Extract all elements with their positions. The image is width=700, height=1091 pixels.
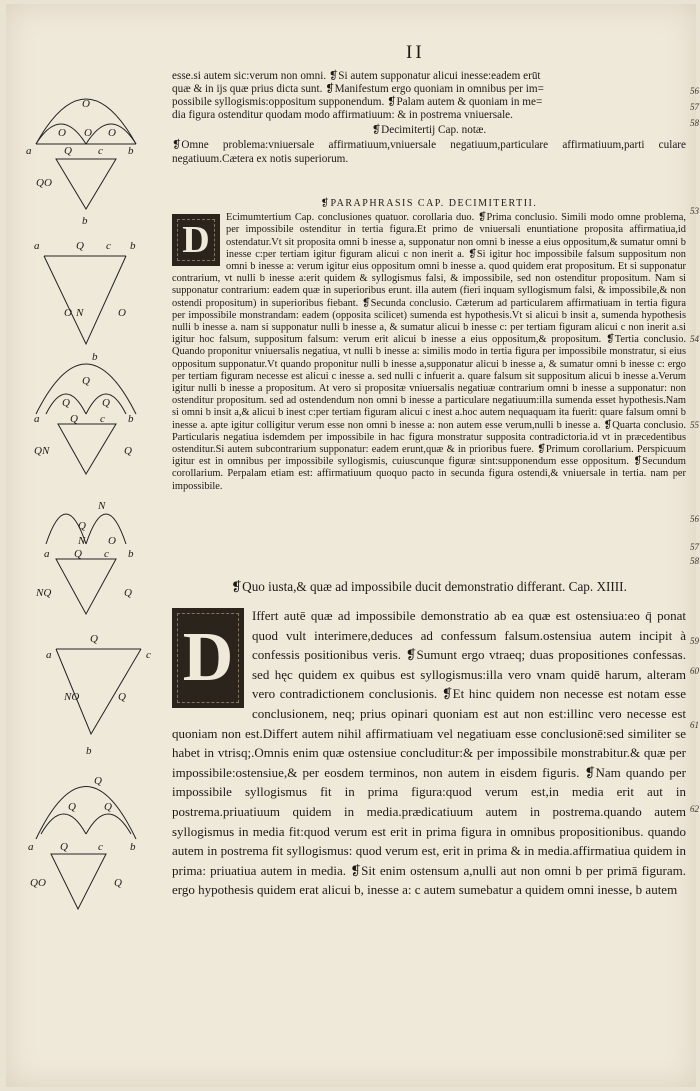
section-continuation xyxy=(172,70,686,166)
margin-number: 60 xyxy=(690,666,699,676)
diagram-1-label-8: QO xyxy=(36,177,52,189)
margin-number: 56 xyxy=(690,514,699,524)
margin-number: 59 xyxy=(690,636,699,646)
page-folio: II xyxy=(406,42,425,63)
margin-number: 55 xyxy=(690,420,699,430)
diagram-6-label-8: Q xyxy=(114,877,122,889)
diagram-2-label-2: c xyxy=(106,240,111,252)
decorated-initial: D xyxy=(172,214,220,266)
diagram-5-label-5: b xyxy=(86,745,92,757)
diagram-6-label-2: Q xyxy=(104,801,112,813)
margin-number: 53 xyxy=(690,206,699,216)
diagram-6-label-7: QO xyxy=(30,877,46,889)
diagram-4 xyxy=(46,514,126,614)
diagram-6-label-6: b xyxy=(130,841,136,853)
diagram-1-label-2: O xyxy=(84,127,92,139)
decorated-initial-large: D xyxy=(172,608,244,708)
diagram-6 xyxy=(36,787,136,910)
diagram-1 xyxy=(36,99,136,209)
diagram-1-label-9: b xyxy=(82,215,88,227)
diagram-4-label-9: Q xyxy=(124,587,132,599)
diagram-5-label-1: a xyxy=(46,649,52,661)
chapter-xiiii-section xyxy=(172,606,686,900)
paraphrasis-body: Ecimumtertium Cap. conclusiones quatuor. corollaria duo. ❡Prima conclusio. Simili modo omne problema, per impossibile ostenditur in tertia figura.Et primo de vniuersali enuntiatione proposita affirmatiua,id ostendatur.Vt sit proposita omni b inesse a, supponatur non omni b inesse a eius oppositum,& sumatur omni b inesse c:per tertiam igitur figuram alicui c non inerit a. ❡Si igitur hoc impossibile falsum suppositum non omni b inesse a: verum igitur eius oppositum omni b inesse a. quod quidem erat propositum. Et si supponatur contrarium, vt nulli b inesse a:erit quidem & syllogismus falsi, & impossibile, sed non ostenditur propositum. Nam si supponatur contrarium: eadem quæ in superioribus erunt. illa autem (fieri inquam syllogismum falsi, & impossibile,& non ostendi propositum) in superioribus fiebant. ❡Secunda conclusio. Cæterum ad particularem affirmatiuam in tertia figura per impossibile monstrandam: eadem (opposita scilicet) sumenda est hypothesis.Vt si alicui b insit a, sumenda hypothesis nulli b inesse a. nam si supponatur nulli b inesse a, & sumatur alicui b inesse c: per tertiam figuram alicui c non inerit a.si igitur hoc falsum, suppositum falsum: verum erit alicui b inesse a eius oppositum,& propositum. ❡Tertia conclusio. Quando proponitur vniuersalis negatiua, vt nulli b inesse a: similis modo in tertia figura per impossibile monstratur, si eius oppositum supponatur.Vt quando proponitur nulli b inesse a,supponatur alicui b inesse a, & sumatur omni b inesse c: ergo per tertiam figuram necesse est alicui c inesse a. sed nulli c infuerit a. quare falsum sit suppositum alicui b inesse a.Verum igitur nulli b inesse a propositum. At vero si propositæ vniuersalis negatiuæ contrarium omni b inesse a supponatur: non ostenditur propositum. sed ad ostendendum non omni b inesse a particulare negatiuum:illa sumenda esset hypothesis.Nam si omni b insit a,& alicui b inest c:per tertiam figuram alicui c inest a.hoc autem nequaquam ita fuerit: quare falsum omni b inesse a. apte igitur colligitur verum esse non omni b inesse a: non autem esse verum,nulli b inesse a. ❡Quarta conclusio. Particularis negatiua isdemdem per impossibile in hac figura monstratur supposita contradictoria.id vt in præcedentibus ostenditur.Si autem subcontrarium supponatur: eadem erunt,quæ & in prioribus fuere. ❡Primum corollarium. Perspicuum igitur est in omnibus per impossibile syllogismis, cuiuscunque figuræ sint:supponendum esse oppositum. ❡Secundum corollarium. Perpalam etiam est: affirmatiuum quoquo pacto in secunda figura ostendi,& vniuersale in tertia. nam per impossibile. xyxy=(172,212,686,492)
diagram-2-label-6: O xyxy=(118,307,126,319)
diagram-2 xyxy=(44,256,126,344)
diagram-4-label-8: NQ xyxy=(36,587,52,599)
diagram-4-label-7: b xyxy=(128,548,134,560)
diagram-3-label-0: Q xyxy=(82,375,90,387)
diagram-6-label-3: a xyxy=(28,841,34,853)
diagram-5-label-2: c xyxy=(146,649,151,661)
diagram-1-label-3: O xyxy=(108,127,116,139)
text-line: dia figura ostenditur quodam modo affirmatiuum: & in postrema vniuersale. xyxy=(172,109,513,122)
diagram-4-label-1: Q xyxy=(78,520,86,532)
diagram-3-label-5: c xyxy=(100,413,105,425)
diagram-2-label-3: b xyxy=(130,240,136,252)
paraphrasis-section xyxy=(172,196,686,493)
diagram-1-label-7: b xyxy=(128,145,134,157)
notes-heading: ❡Decimitertij Cap. notæ. xyxy=(371,124,487,137)
chapter-title: ❡Quo iusta,& quæ ad impossibile ducit demonstratio differant. Cap. XIIII. xyxy=(231,579,627,594)
diagram-1-label-1: O xyxy=(58,127,66,139)
diagram-6-label-0: Q xyxy=(94,775,102,787)
diagram-2-label-5: N xyxy=(76,307,84,319)
diagram-3-label-2: Q xyxy=(102,397,110,409)
diagram-3-label-4: Q xyxy=(70,413,78,425)
margin-number: 61 xyxy=(690,720,699,730)
diagram-4-label-2: N xyxy=(78,535,86,547)
margin-number: 57 xyxy=(690,542,699,552)
syllogism-diagrams xyxy=(6,64,166,984)
diagram-4-label-3: O xyxy=(108,535,116,547)
diagram-3-label-7: QN xyxy=(34,445,50,457)
paraphrasis-heading: ❡PARAPHRASIS CAP. DECIMITERTII. xyxy=(320,198,538,209)
diagram-4-label-6: c xyxy=(104,548,109,560)
text-line: possibile syllogismis:oppositum supponendum. ❡Palam autem & quoniam in me= xyxy=(172,96,543,109)
diagram-2-label-1: Q xyxy=(76,240,84,252)
diagram-2-label-4: O xyxy=(64,307,72,319)
diagram-6-label-5: c xyxy=(98,841,103,853)
diagram-4-label-5: Q xyxy=(74,548,82,560)
diagram-5-label-3: NO xyxy=(64,691,80,703)
diagram-3-label-6: b xyxy=(128,413,134,425)
text-line: quæ & in ijs quæ prius dicta sunt. ❡Manifestum ergo quoniam in omnibus per im= xyxy=(172,83,544,96)
diagram-1-label-6: c xyxy=(98,145,103,157)
chapter-body: Iffert autē quæ ad impossibile demonstratio ab ea quæ est ostensiua:eo q̄ ponat quod vult interimere,deduces ad confessum falsum.ostensiua autem incipit à confessis positionibus veris. ❡Sumunt ergo vtraeq; duas propositiones confessas. sed hęc quidem ex quibus est syllogismus:illa vero vnam quidē harum, alteram vero contradictionem conclusionis. ❡Et hinc quidem non necesse est notam esse conclusionem, neq; prius opinari quoniam est aut non est:illinc vero necesse est quoniam non est.Differt autem nihil affirmatiuam vel negatiuam esse conclusionē:sed similiter se habet in vtrisq;.Omnis enim quæ ostensiue concluditur:& per impossibile monstrabitur.& quæ per impossibile:ostensiue,& per eosdem terminos, non autem in eisdem figuris. ❡Nam quando per impossibile syllogismus fit in prima figura:quod verum est,in media erit aut in postrema.priuatiuum quidem in media.prædicatiuum autem in postrema.quando autem syllogismus in media fit:quod verum est erit in prima figura in omnibus propositionibus. quando autem in postrema fit syllogismus: quod verum est, erit in prima & in media.affirmatiua quidem in prima: priuatiua autem in media. ❡Sit enim ostensum a,nulli aut non omni b per primā figuram. ergo hypothesis quidem erat alicui b, inesse a: c autem sumebatur a quidem omni inesse, b autem xyxy=(172,608,686,898)
diagram-column xyxy=(6,64,166,984)
margin-number: 54 xyxy=(690,334,699,344)
text-line: esse.si autem sic:verum non omni. ❡Si autem supponatur alicui inesse:eadem erūt xyxy=(172,70,541,82)
diagram-3-label-1: Q xyxy=(62,397,70,409)
diagram-1-label-0: O xyxy=(82,98,90,110)
margin-number: 58 xyxy=(690,556,699,566)
diagram-3-label-3: a xyxy=(34,413,40,425)
notes-text: ❡Omne problema:vniuersale affirmatiuum,vniuersale negatiuum,particulare affirmatiuum,parti culare negatiuum.Cætera ex notis superiorum. xyxy=(172,139,686,165)
diagram-4-label-4: a xyxy=(44,548,50,560)
diagram-2-label-7: b xyxy=(92,351,98,363)
margin-number: 62 xyxy=(690,804,699,814)
diagram-2-label-0: a xyxy=(34,240,40,252)
margin-number: 56 xyxy=(690,86,699,96)
diagram-4-label-0: N xyxy=(98,500,106,512)
diagram-5-label-0: Q xyxy=(90,633,98,645)
diagram-3-label-8: Q xyxy=(124,445,132,457)
margin-number: 57 xyxy=(690,102,699,112)
diagram-5-label-4: Q xyxy=(118,691,126,703)
diagram-1-label-5: Q xyxy=(64,145,72,157)
diagram-6-label-1: Q xyxy=(68,801,76,813)
diagram-1-label-4: a xyxy=(26,145,32,157)
diagram-6-label-4: Q xyxy=(60,841,68,853)
margin-number: 58 xyxy=(690,118,699,128)
book-page xyxy=(6,4,699,1087)
